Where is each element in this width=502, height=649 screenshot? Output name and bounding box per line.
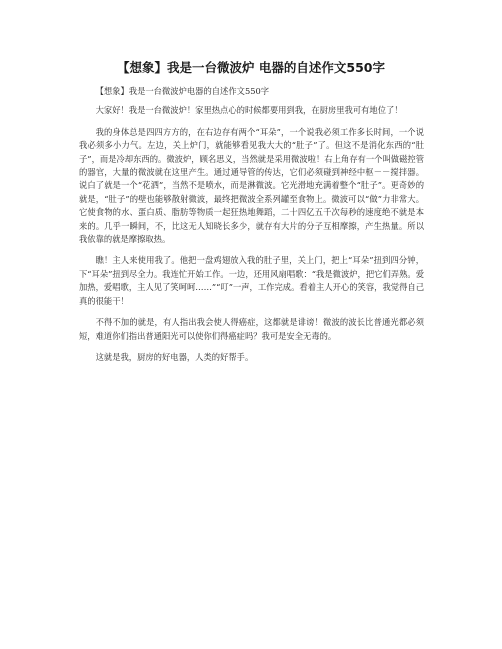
document-title: 【想象】我是一台微波炉 电器的自述作文550字 [117,60,385,75]
document-body [79,85,424,372]
paragraph-body-description: 我的身体总是四四方方的，在右边存有两个“耳朵”，一个说我必须工作多长时间，一个说我必须多小力气。左边，关上炉门，就能够看见我大大的“肚子”了。但这不是消化东西的“肚子”，而是冷却东西的。微波炉，顾名思义，当然就是采用微波啦！右上角存有一个叫做磁控管的器官，大量的微波就在这里产生。通过通导管的传达，它们必须碰到神经中枢－－搅拌器。说白了就是一个“花洒”，当然不是喷水，而是淋微波。它光滑地充满着整个“肚子”。更奇妙的就是，“肚子”的壁也能够散射微波，最终把微波全系列罐至食物上。微波可以“做”力非常大。它使食物的水、蛋白质、脂肪等物质一起狂热地舞蹈，二十四亿五千次每秒的速度绝不就是本来的。几乎一瞬间，不，比这无人知晓长多少，就存有大片的分子互相摩擦，产生热量。所以我依靠的就是摩擦取热。 [79,126,424,245]
document-subtitle: 【想象】我是一台微波炉电器的自述作文550字 [95,86,270,96]
paragraph-greeting: 大家好！我是一台微波炉！家里热点心的时候都要用到我，在厨房里我可有地位了！ [95,105,403,116]
paragraph-owner-usage: 瞧！主人来使用我了。他把一盘鸡翅放入我的肚子里，关上门，把上“耳朵”扭到四分钟，下“耳朵”扭到尽全力。我连忙开始工作。一边，还用风扇唱歌：“我是微波炉，把它们弄熟。爱加热，爱唱歌，主人见了笑呵呵……”“叮”一声，工作完成。看着主人开心的笑容，我觉得自己真的很能干！ [79,255,424,306]
paragraph-conclusion: 这就是我，厨房的好电器，人类的好帮手。 [95,351,254,362]
paragraph-safety: 不得不加的就是，有人指出我会使人得癌症，这都就是诽谤！微波的波长比普通光都必须短，难道你们指出普通阳光可以使你们得癌症吗？我可是安全无毒的。 [79,317,424,341]
